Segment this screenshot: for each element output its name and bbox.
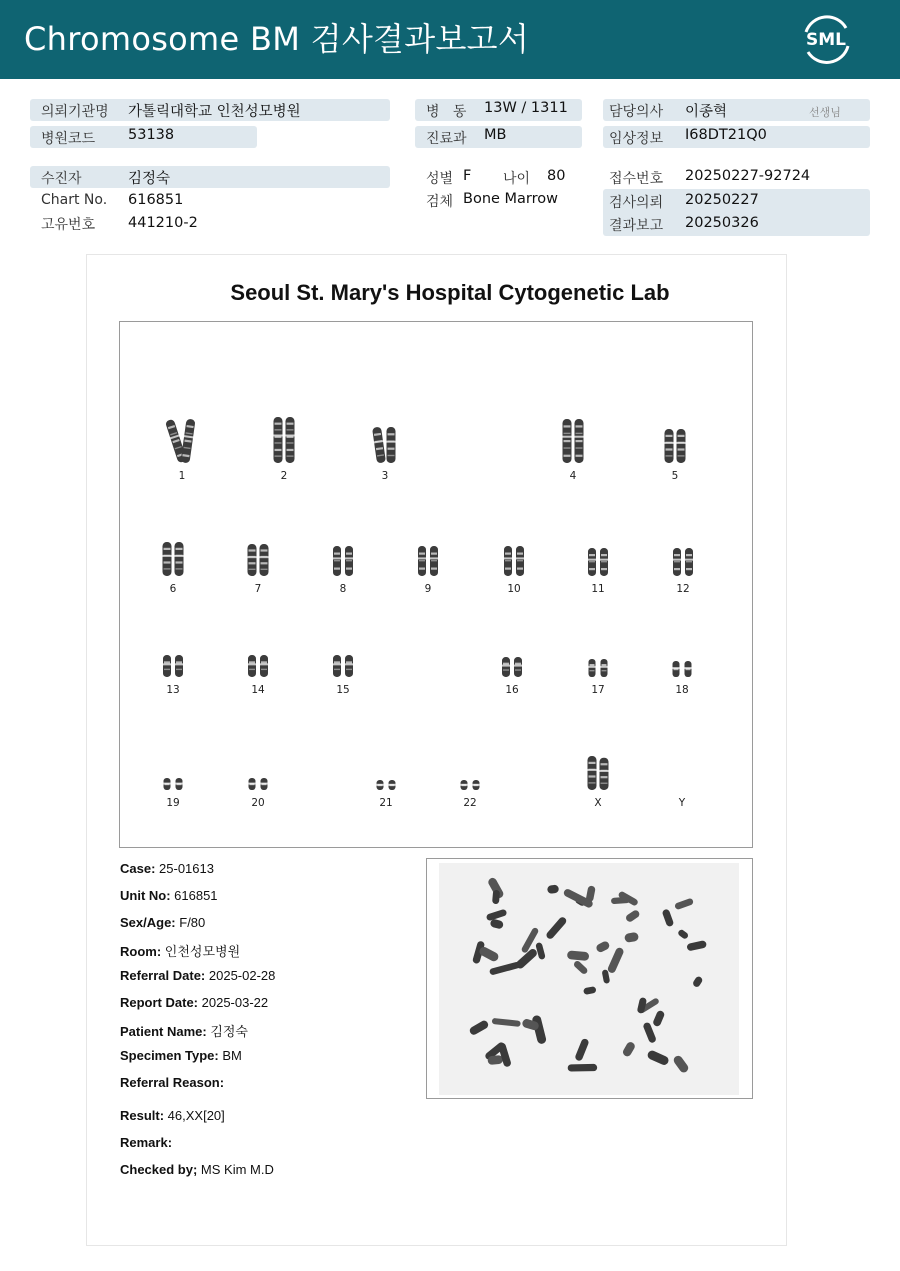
chromosome-13-b: [174, 655, 184, 677]
chart-value: 616851: [128, 192, 184, 208]
chart-label: Chart No.: [41, 192, 108, 208]
chromosome-19-a: [163, 778, 172, 790]
doctor-label: 담당의사: [609, 104, 664, 120]
chromosome-7-b: [259, 544, 270, 576]
chromosome-label-10: 10: [507, 583, 521, 595]
institution-label: 의뢰기관명: [41, 104, 109, 120]
chromosome-label-9: 9: [424, 583, 432, 595]
case-field-key: Referral Reason:: [120, 1075, 225, 1090]
case-field-row: [120, 915, 205, 930]
case-field-key: Patient Name:: [120, 1024, 207, 1039]
case-field-key: Report Date:: [120, 995, 199, 1010]
chromosome-20-b: [260, 778, 269, 790]
chromosome-16-b: [513, 657, 523, 677]
chromosome-label-x: X: [594, 797, 602, 809]
request-label: 검사의뢰: [609, 195, 664, 211]
case-field-value: 2025-03-22: [198, 995, 269, 1010]
doctor-suffix: 선생님: [809, 106, 841, 119]
chromosome-label-8: 8: [339, 583, 347, 595]
case-field-value: BM: [218, 1048, 242, 1063]
case-field-row: [120, 1162, 274, 1177]
chromosome-8-a: [332, 546, 342, 576]
case-field-value: F/80: [175, 915, 206, 930]
case-field-key: Room:: [120, 944, 162, 959]
karyotype-panel: [119, 321, 753, 848]
chromosome-label-y: Y: [678, 797, 686, 809]
sex-label: 성별: [426, 171, 454, 187]
report-header: [0, 0, 900, 79]
chromosome-6-b: [174, 542, 185, 576]
chromosome-label-7: 7: [254, 583, 262, 595]
hospital-code-label: 병원코드: [41, 131, 96, 147]
chromosome-label-6: 6: [169, 583, 177, 595]
chromosome-10-b: [515, 546, 525, 576]
chromosome-9-b: [429, 546, 439, 576]
chromosome-label-13: 13: [166, 684, 180, 696]
case-field-key: Unit No:: [120, 888, 171, 903]
case-field-row: [120, 1021, 248, 1040]
metaphase-chromosome: [568, 1064, 598, 1072]
chromosome-12-a: [672, 548, 682, 576]
request-value: 20250227: [685, 192, 759, 208]
case-field-row: [120, 1108, 225, 1123]
chromosome-20-a: [248, 778, 257, 790]
dept-value: MB: [484, 127, 507, 143]
chromosome-label-2: 2: [280, 470, 288, 482]
chromosome-15-b: [344, 655, 354, 677]
patient-value: 김정숙: [128, 171, 171, 187]
dept-label: 진료과: [426, 131, 467, 147]
chromosome-label-1: 1: [178, 470, 186, 482]
ward-label: 병 동: [426, 104, 467, 120]
case-field-value: 2025-02-28: [205, 968, 276, 983]
report-date-value: 20250326: [685, 215, 759, 231]
case-field-value: 김정숙: [206, 1024, 248, 1039]
chromosome-x-a: [587, 756, 598, 790]
patient-row-bg: [30, 166, 390, 188]
chromosome-18-b: [684, 661, 693, 677]
chromosome-label-14: 14: [251, 684, 265, 696]
sex-value: F: [463, 168, 472, 184]
clinical-value: I68DT21Q0: [685, 127, 767, 143]
chromosome-label-11: 11: [591, 583, 605, 595]
case-field-row: [120, 888, 218, 903]
clinical-label: 임상정보: [609, 131, 664, 147]
case-field-key: Specimen Type:: [120, 1048, 219, 1063]
chromosome-label-20: 20: [251, 797, 265, 809]
chromosome-x-b: [599, 758, 610, 790]
report-date-label: 결과보고: [609, 218, 664, 234]
chromosome-17-b: [600, 659, 609, 677]
id-label: 고유번호: [41, 217, 96, 233]
report-title: Chromosome BM 검사결과보고서: [24, 20, 530, 58]
chromosome-16-a: [501, 657, 511, 677]
chromosome-22-b: [472, 780, 481, 790]
age-label: 나이: [503, 171, 531, 187]
chromosome-label-19: 19: [166, 797, 180, 809]
chromosome-17-a: [588, 659, 597, 677]
ward-value: 13W / 1311: [484, 100, 568, 116]
case-field-row: [120, 1048, 242, 1063]
receipt-value: 20250227-92724: [685, 168, 811, 184]
chromosome-3-a: [371, 426, 387, 463]
chromosome-8-b: [344, 546, 354, 576]
specimen-label: 검체: [426, 194, 454, 210]
chromosome-label-4: 4: [569, 470, 577, 482]
case-field-value: MS Kim M.D: [197, 1162, 274, 1177]
case-field-key: Sex/Age:: [120, 915, 176, 930]
case-field-row: [120, 941, 240, 960]
chromosome-11-a: [587, 548, 597, 576]
chromosome-5-b: [676, 429, 687, 463]
logo-text: SML: [806, 30, 846, 50]
id-value: 441210-2: [128, 215, 198, 231]
case-field-row: [120, 1075, 224, 1090]
chromosome-14-a: [247, 655, 257, 677]
chromosome-19-b: [175, 778, 184, 790]
chromosome-4-a: [562, 419, 573, 463]
case-field-row: [120, 1135, 172, 1150]
chromosome-14-b: [259, 655, 269, 677]
chromosome-21-b: [388, 780, 397, 790]
doctor-value: 이종혁: [685, 104, 728, 120]
case-field-value: 25-01613: [155, 861, 214, 876]
chromosome-label-17: 17: [591, 684, 605, 696]
age-value: 80: [547, 168, 566, 184]
case-field-key: Case:: [120, 861, 156, 876]
chromosome-label-21: 21: [379, 797, 393, 809]
sml-logo: [796, 10, 856, 68]
chromosome-6-a: [162, 542, 173, 576]
chromosome-15-a: [332, 655, 342, 677]
specimen-value: Bone Marrow: [463, 191, 559, 207]
case-field-row: [120, 995, 268, 1010]
case-field-row: [120, 861, 214, 876]
chromosome-label-16: 16: [505, 684, 519, 696]
chromosome-2-b: [285, 417, 296, 463]
patient-label: 수진자: [41, 171, 82, 187]
chromosome-label-22: 22: [463, 797, 477, 809]
chromosome-2-a: [273, 417, 284, 463]
chromosome-label-5: 5: [671, 470, 679, 482]
chromosome-label-15: 15: [336, 684, 350, 696]
case-field-key: Result:: [120, 1108, 165, 1123]
chromosome-3-b: [386, 427, 397, 463]
case-field-value: 46,XX[20]: [164, 1108, 225, 1123]
chromosome-22-a: [460, 780, 469, 790]
case-field-key: Referral Date:: [120, 968, 206, 983]
chromosome-label-12: 12: [676, 583, 690, 595]
chromosome-11-b: [599, 548, 609, 576]
chromosome-7-a: [247, 544, 258, 576]
chromosome-5-a: [664, 429, 675, 463]
chromosome-1-b: [179, 418, 196, 463]
metaphase-image-box: [426, 858, 753, 1099]
chromosome-12-b: [684, 548, 694, 576]
chromosome-label-3: 3: [381, 470, 389, 482]
chromosome-13-a: [162, 655, 172, 677]
hospital-code-value: 53138: [128, 127, 175, 143]
case-field-key: Remark:: [120, 1135, 173, 1150]
lab-title: Seoul St. Mary's Hospital Cytogenetic Lab: [230, 280, 670, 305]
metaphase-spread-image: [427, 859, 752, 1098]
case-field-value: 인천성모병원: [161, 944, 241, 959]
case-field-value: 616851: [170, 888, 218, 903]
metaphase-chromosome: [611, 897, 630, 905]
chromosome-21-a: [376, 780, 385, 790]
chromosome-10-a: [503, 546, 513, 576]
institution-value: 가톨릭대학교 인천성모병원: [128, 104, 301, 120]
chromosome-9-a: [417, 546, 427, 576]
chromosome-label-18: 18: [675, 684, 689, 696]
case-field-key: Checked by;: [120, 1162, 198, 1177]
receipt-label: 접수번호: [609, 171, 664, 187]
chromosome-4-b: [574, 419, 585, 463]
case-field-row: [120, 968, 275, 983]
chromosome-18-a: [672, 661, 681, 677]
